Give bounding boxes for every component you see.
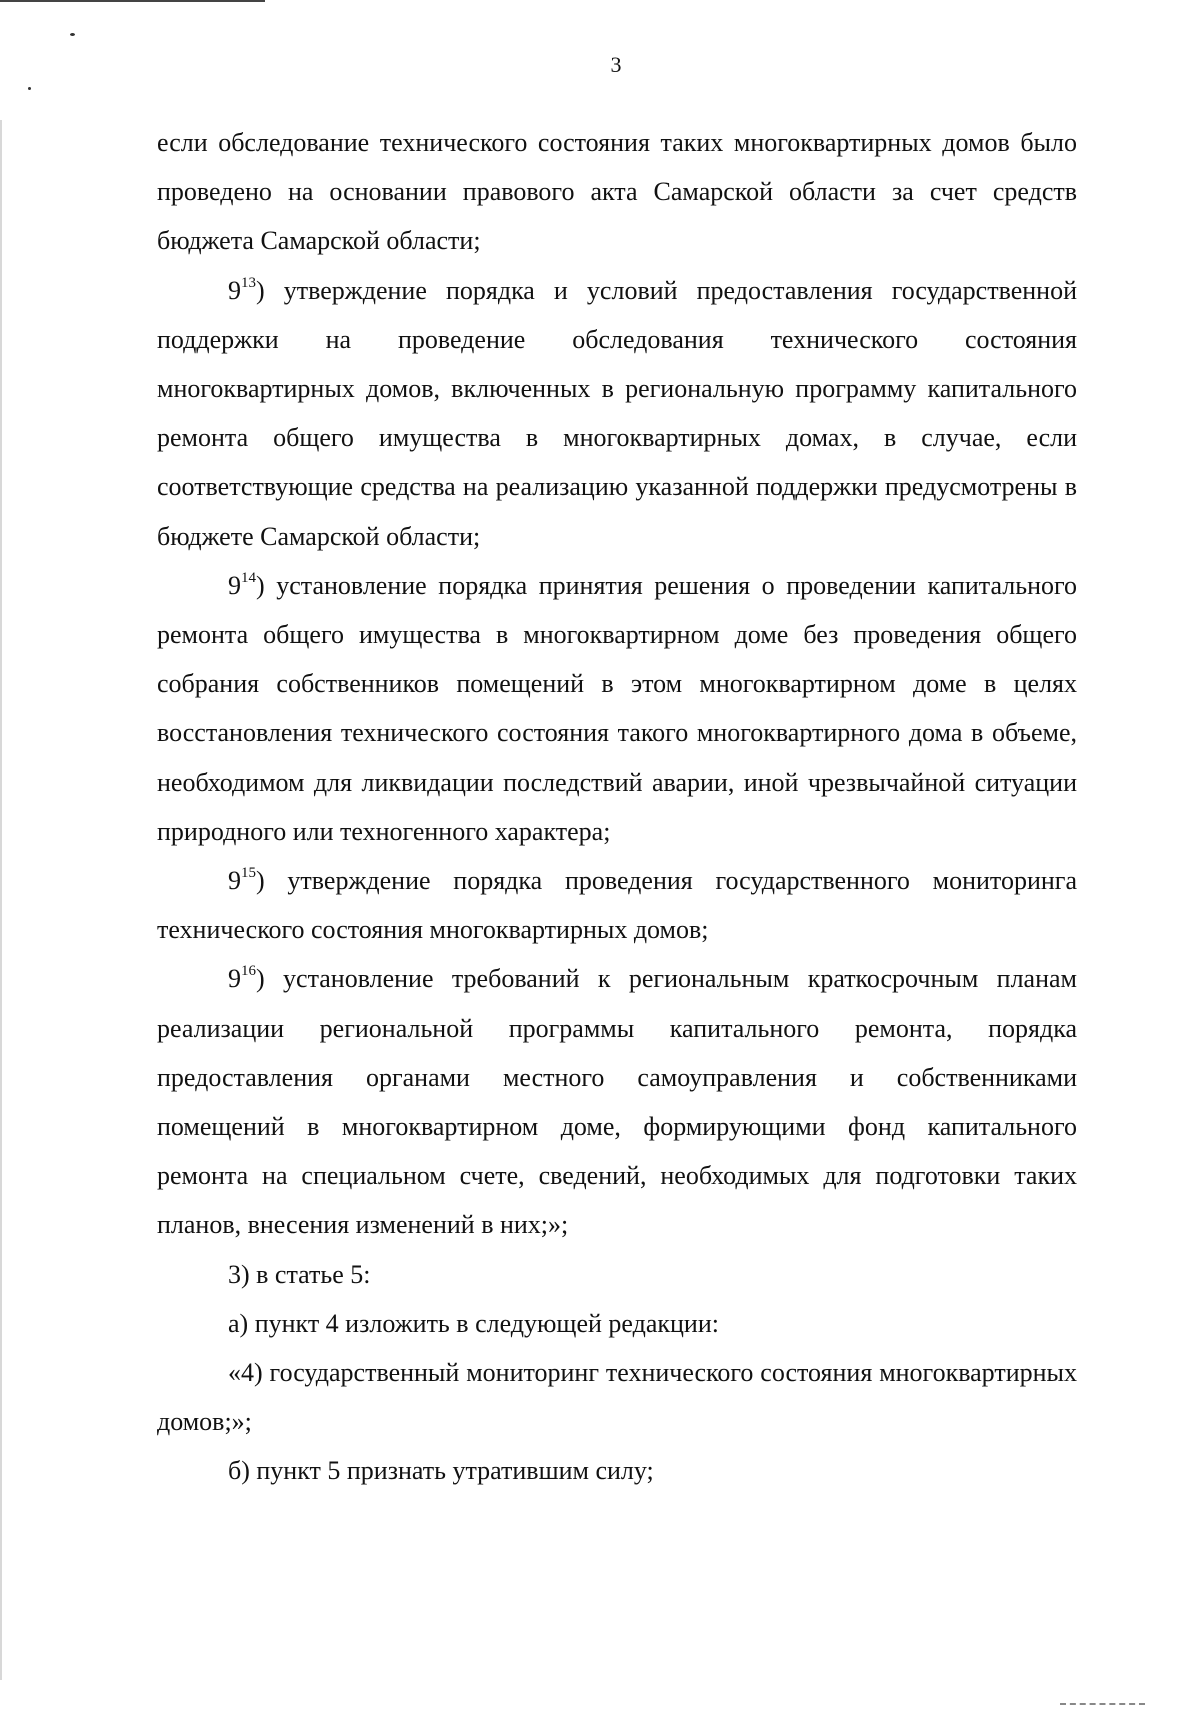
paragraph-text: если обследование технического состояния таких многоквартирных домов было проведено на основании правового акта Самарской области за счет средств бюджета Самарской области; [157,128,1077,256]
paragraph-item-9-13 [157,266,1077,561]
item-superscript: 13 [241,274,256,291]
page-number: 3 [610,52,622,77]
item-superscript: 14 [241,569,256,586]
item-close-paren: ) [256,866,265,896]
scan-edge-left [0,120,2,1680]
paragraph-subitem-b [157,1446,1077,1495]
item-number: 9 [228,570,241,600]
paragraph-item-9-14 [157,561,1077,856]
document-body [157,118,1077,1496]
paragraph-text: 3) в статье 5: [228,1259,371,1289]
item-close-paren: ) [256,964,265,994]
item-number: 9 [228,964,241,994]
paragraph-text: утверждение порядка и условий предоставления государственной поддержки на проведение обследования технического состояния многоквартирных домов, включенных в региональную программу капитального ремонта общего имущества в многоквартирных домах, в случае, если соответствующие средства на реализацию указанной поддержки предусмотрены в бюджете Самарской области; [157,275,1077,551]
paragraph-item-9-15 [157,856,1077,954]
item-superscript: 16 [241,963,256,980]
paragraph-text: установление порядка принятия решения о проведении капитального ремонта общего имущества в многоквартирном доме без проведения общего собрания собственников помещений в этом многоквартирном доме в целях восстановления технического состояния такого многоквартирного дома в объеме, необходимом для ликвидации последствий аварии, иной чрезвычайной ситуации природного или техногенного характера; [157,570,1077,846]
paragraph-item-9-16 [157,954,1077,1249]
paragraph-quoted-item-4 [157,1348,1077,1446]
scan-speck [70,33,75,36]
scan-edge-top [0,0,265,2]
item-close-paren: ) [256,275,265,305]
scan-edge-bottom [1060,1703,1145,1705]
item-number: 9 [228,866,241,896]
paragraph-text: б) пункт 5 признать утратившим силу; [228,1456,654,1486]
paragraph-article-5 [157,1250,1077,1299]
paragraph-text: установление требований к региональным краткосрочным планам реализации региональной программы капитального ремонта, порядка предоставления органами местного самоуправления и собственниками помещений в многоквартирном доме, формирующими фонд капитального ремонта на специальном счете, сведений, необходимых для подготовки таких планов, внесения изменений в них;»; [157,964,1077,1240]
paragraph-text: утверждение порядка проведения государственного мониторинга технического состояния многоквартирных домов; [157,866,1077,945]
paragraph-text: «4) государственный мониторинг технического состояния многоквартирных домов;»; [157,1358,1077,1437]
paragraph-subitem-a [157,1299,1077,1348]
item-close-paren: ) [256,570,265,600]
item-superscript: 15 [241,865,256,882]
paragraph-text: а) пункт 4 изложить в следующей редакции: [228,1308,719,1338]
item-number: 9 [228,275,241,305]
paragraph-continuation [157,118,1077,266]
scan-speck [28,87,31,90]
